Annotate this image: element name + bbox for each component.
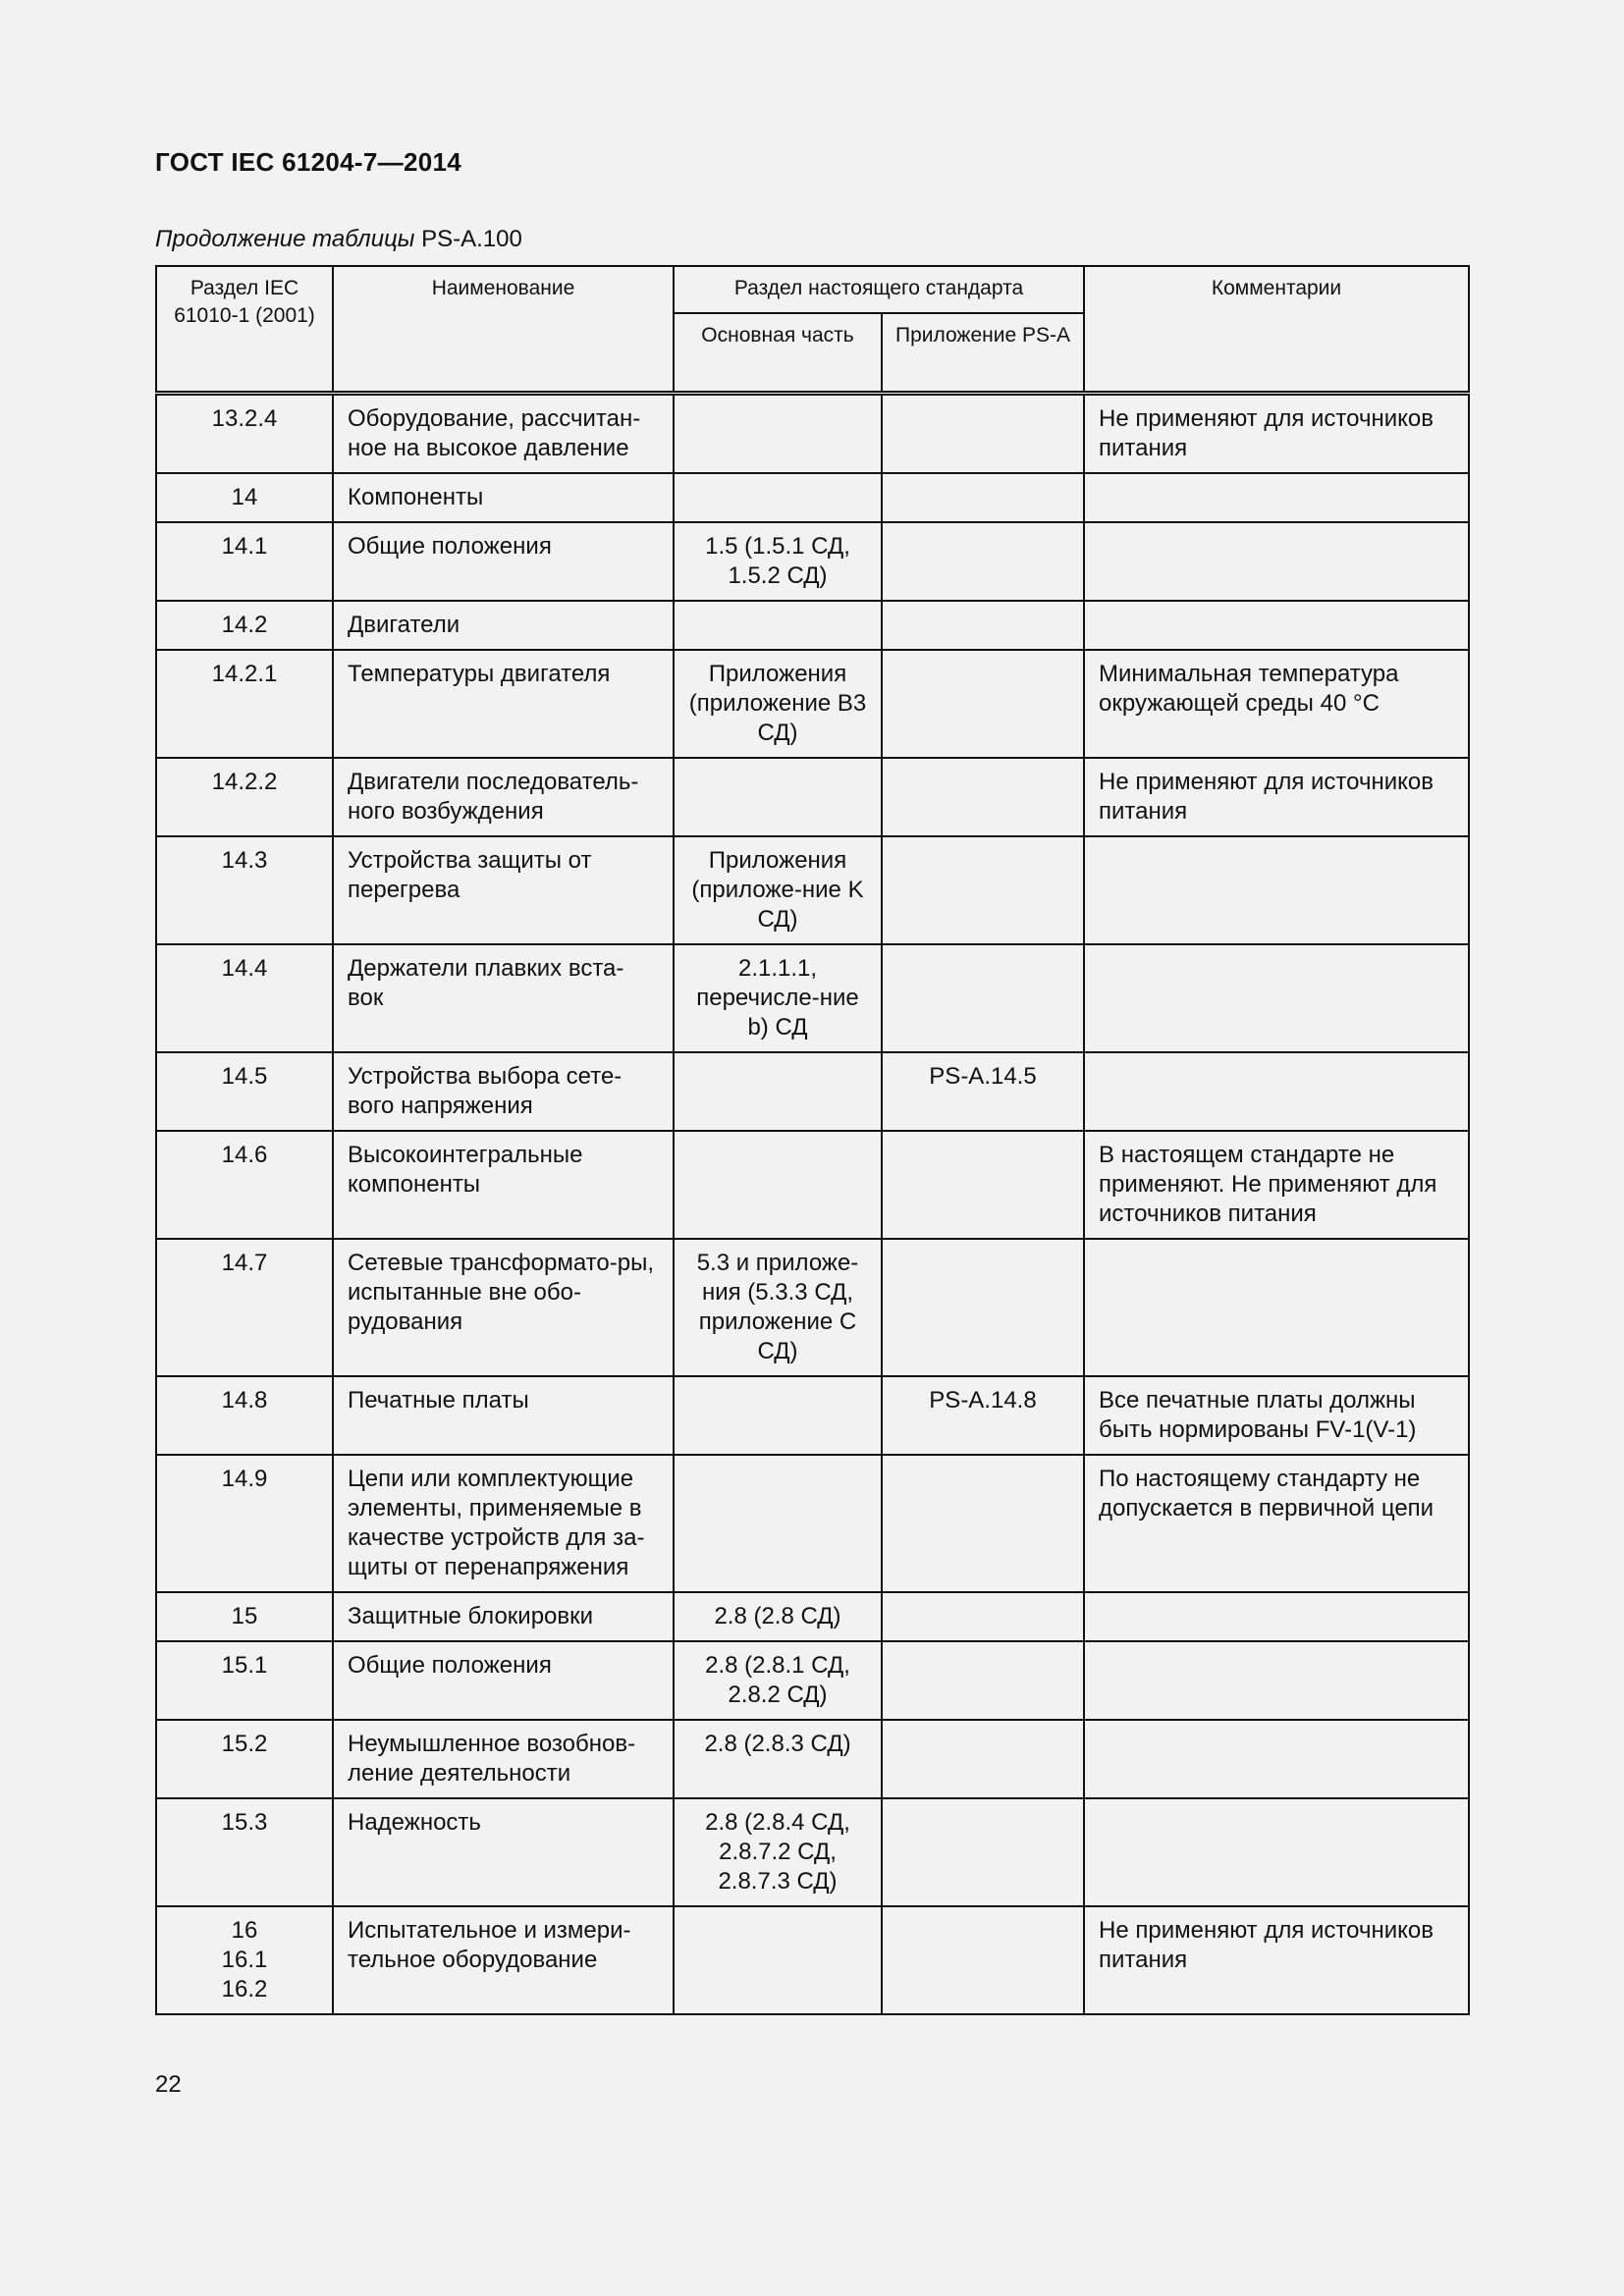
- cell-annex: [882, 1239, 1084, 1376]
- cell-section: [156, 1376, 333, 1455]
- header-main-part: Основная часть: [674, 313, 882, 394]
- section-number: 14.6: [221, 1142, 268, 1168]
- table-row: [156, 1592, 1469, 1641]
- cell-comment: [1084, 1798, 1469, 1906]
- section-number: 13.2.4: [211, 405, 278, 432]
- cell-main-part: 2.8 (2.8.3 СД): [674, 1720, 882, 1798]
- cell-name: Сетевые трансформато-ры, испытанные вне обо-рудования: [333, 1239, 674, 1376]
- section-number: 14.5: [221, 1063, 268, 1090]
- cell-main-part: 2.8 (2.8.1 СД, 2.8.2 СД): [674, 1641, 882, 1720]
- section-number: 15.3: [221, 1809, 268, 1836]
- cell-name: Испытательное и измери-тельное оборудование: [333, 1906, 674, 2014]
- cell-name: Общие положения: [333, 522, 674, 601]
- cell-comment: [1084, 522, 1469, 601]
- cell-name: Устройства выбора сете-вого напряжения: [333, 1052, 674, 1131]
- cell-comment: Минимальная температура окружающей среды 40 °С: [1084, 650, 1469, 758]
- cell-main-part: [674, 1455, 882, 1592]
- cell-main-part: 1.5 (1.5.1 СД, 1.5.2 СД): [674, 522, 882, 601]
- cell-main-part: [674, 1052, 882, 1131]
- cell-comment: [1084, 1592, 1469, 1641]
- section-number: 16: [231, 1917, 258, 1944]
- table-row: [156, 1906, 1469, 2014]
- section-number: 15.1: [221, 1652, 268, 1679]
- cell-name: Компоненты: [333, 473, 674, 522]
- cell-main-part: 5.3 и приложе-ния (5.3.3 СД, приложение С СД): [674, 1239, 882, 1376]
- header-annex: Приложение PS-A: [882, 313, 1084, 394]
- table-body: [156, 394, 1469, 2015]
- cell-main-part: 2.8 (2.8 СД): [674, 1592, 882, 1641]
- table-row: [156, 650, 1469, 758]
- section-number: 16.1: [221, 1947, 268, 1973]
- table-row: [156, 1239, 1469, 1376]
- section-number: 15: [231, 1603, 258, 1629]
- section-number: 14.9: [221, 1466, 268, 1492]
- cell-section: [156, 1239, 333, 1376]
- cell-annex: [882, 650, 1084, 758]
- document-title: ГОСТ IEC 61204-7—2014: [155, 147, 461, 177]
- cell-comment: [1084, 836, 1469, 944]
- cell-comment: Не применяют для источников питания: [1084, 758, 1469, 836]
- table-row: [156, 758, 1469, 836]
- table-row: [156, 522, 1469, 601]
- cell-annex: [882, 473, 1084, 522]
- cell-section: [156, 522, 333, 601]
- cell-section: [156, 836, 333, 944]
- cell-section: [156, 1592, 333, 1641]
- cell-name: Двигатели: [333, 601, 674, 650]
- table-row: [156, 1052, 1469, 1131]
- header-comments: Комментарии: [1084, 266, 1469, 394]
- table-row: [156, 1131, 1469, 1239]
- cell-comment: [1084, 1052, 1469, 1131]
- cell-annex: [882, 1720, 1084, 1798]
- cell-section: [156, 473, 333, 522]
- section-number: 14.8: [221, 1387, 268, 1414]
- cell-name: Защитные блокировки: [333, 1592, 674, 1641]
- cell-name: Печатные платы: [333, 1376, 674, 1455]
- cell-annex: [882, 1641, 1084, 1720]
- table-caption: [155, 226, 522, 253]
- caption-prefix: Продолжение таблицы: [155, 226, 415, 252]
- cell-comment: По настоящему стандарту не допускается в первичной цепи: [1084, 1455, 1469, 1592]
- cell-name: Держатели плавких вста-вок: [333, 944, 674, 1052]
- cell-name: Цепи или комплектующие элементы, применяемые в качестве устройств для за-щиты от перенапряжения: [333, 1455, 674, 1592]
- cell-main-part: [674, 601, 882, 650]
- section-number: 16.2: [221, 1976, 268, 2002]
- cell-comment: [1084, 1720, 1469, 1798]
- cell-annex: [882, 1592, 1084, 1641]
- cell-annex: [882, 944, 1084, 1052]
- cell-comment: Все печатные платы должны быть нормированы FV-1(V-1): [1084, 1376, 1469, 1455]
- cell-section: [156, 758, 333, 836]
- caption-table-id: PS-A.100: [421, 226, 522, 252]
- cell-name: Температуры двигателя: [333, 650, 674, 758]
- table-row: [156, 944, 1469, 1052]
- table-row: [156, 601, 1469, 650]
- cell-annex: [882, 1455, 1084, 1592]
- section-number: 14.2.2: [211, 769, 278, 795]
- cell-name: Устройства защиты от перегрева: [333, 836, 674, 944]
- cell-section: [156, 1720, 333, 1798]
- cell-comment: Не применяют для источников питания: [1084, 1906, 1469, 2014]
- cell-main-part: Приложения (приложение В3 СД): [674, 650, 882, 758]
- cell-annex: [882, 601, 1084, 650]
- cell-section: [156, 1906, 333, 2014]
- cell-comment: [1084, 944, 1469, 1052]
- cell-section: [156, 601, 333, 650]
- cell-comment: [1084, 473, 1469, 522]
- cell-name: Общие положения: [333, 1641, 674, 1720]
- cell-main-part: 2.1.1.1, перечисле-ние b) СД: [674, 944, 882, 1052]
- table-row: [156, 394, 1469, 474]
- table-row: [156, 1798, 1469, 1906]
- standards-table: [155, 265, 1470, 2015]
- section-number: 14.4: [221, 955, 268, 982]
- table-row: [156, 1720, 1469, 1798]
- cell-annex: [882, 758, 1084, 836]
- cell-section: [156, 1052, 333, 1131]
- header-standard-section: Раздел настоящего стандарта: [674, 266, 1084, 313]
- cell-annex: [882, 1906, 1084, 2014]
- cell-main-part: [674, 1376, 882, 1455]
- cell-annex: PS-A.14.5: [882, 1052, 1084, 1131]
- table-row: [156, 473, 1469, 522]
- cell-name: Оборудование, рассчитан-ное на высокое давление: [333, 394, 674, 474]
- cell-name: Надежность: [333, 1798, 674, 1906]
- table-row: [156, 1455, 1469, 1592]
- cell-section: [156, 1641, 333, 1720]
- section-number: 14.3: [221, 847, 268, 874]
- cell-comment: Не применяют для источников питания: [1084, 394, 1469, 474]
- cell-annex: [882, 394, 1084, 474]
- cell-main-part: 2.8 (2.8.4 СД, 2.8.7.2 СД, 2.8.7.3 СД): [674, 1798, 882, 1906]
- cell-comment: В настоящем стандарте не применяют. Не применяют для источников питания: [1084, 1131, 1469, 1239]
- cell-name: Неумышленное возобнов-ление деятельности: [333, 1720, 674, 1798]
- table-row: [156, 836, 1469, 944]
- cell-annex: [882, 522, 1084, 601]
- table-row: [156, 1641, 1469, 1720]
- cell-annex: PS-A.14.8: [882, 1376, 1084, 1455]
- cell-section: [156, 1131, 333, 1239]
- section-number: 14.1: [221, 533, 268, 560]
- cell-annex: [882, 836, 1084, 944]
- section-number: 14.2: [221, 612, 268, 638]
- cell-main-part: [674, 758, 882, 836]
- cell-annex: [882, 1798, 1084, 1906]
- cell-comment: [1084, 1239, 1469, 1376]
- section-number: 15.2: [221, 1731, 268, 1757]
- cell-comment: [1084, 601, 1469, 650]
- cell-section: [156, 1798, 333, 1906]
- cell-section: [156, 650, 333, 758]
- cell-annex: [882, 1131, 1084, 1239]
- section-number: 14.2.1: [211, 661, 278, 687]
- page-number: 22: [155, 2071, 182, 2098]
- section-number: 14: [231, 484, 258, 510]
- cell-main-part: [674, 394, 882, 474]
- cell-main-part: [674, 473, 882, 522]
- cell-main-part: [674, 1131, 882, 1239]
- cell-section: [156, 1455, 333, 1592]
- cell-section: [156, 394, 333, 474]
- header-section: Раздел IEC 61010-1 (2001): [156, 266, 333, 394]
- cell-main-part: Приложения (приложе-ние K СД): [674, 836, 882, 944]
- header-name: Наименование: [333, 266, 674, 394]
- cell-comment: [1084, 1641, 1469, 1720]
- table-row: [156, 1376, 1469, 1455]
- cell-name: Двигатели последователь-ного возбуждения: [333, 758, 674, 836]
- cell-main-part: [674, 1906, 882, 2014]
- cell-name: Высокоинтегральные компоненты: [333, 1131, 674, 1239]
- cell-section: [156, 944, 333, 1052]
- section-number: 14.7: [221, 1250, 268, 1276]
